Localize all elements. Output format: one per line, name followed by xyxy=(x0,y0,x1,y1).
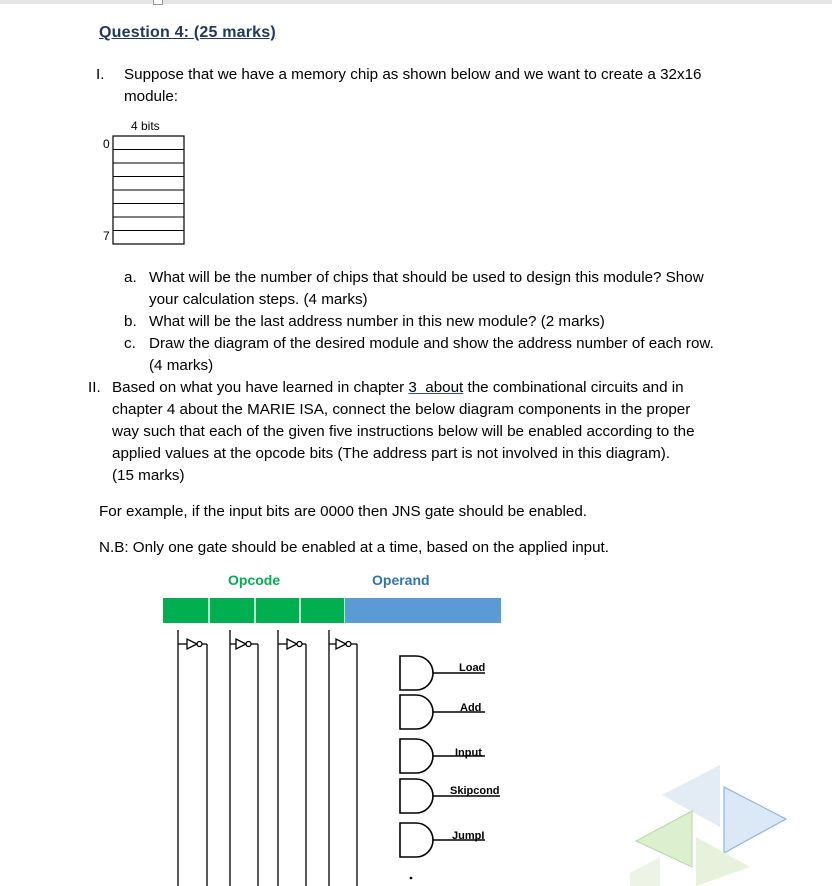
gate-label-load: Load xyxy=(459,662,486,674)
item-c-line1: Draw the diagram of the desired module and show the address number of each row. xyxy=(149,335,714,352)
chapter-link[interactable]: 3 about xyxy=(408,379,464,396)
gate-label-input: Input xyxy=(455,747,482,759)
inverter-1 xyxy=(187,639,197,649)
note-text: N.B: Only one gate should be enabled at a time, based on the applied input. xyxy=(99,539,609,556)
item-a-line1: What will be the number of chips that should be used to design this module? Show xyxy=(149,269,704,286)
chip-width-label: 4 bits xyxy=(131,119,160,133)
bit-lines xyxy=(178,630,357,886)
example-text: For example, if the input bits are 0000 then JNS gate should be enabled. xyxy=(99,503,588,520)
and-gate-add xyxy=(400,695,433,729)
item-b-line1: What will be the last address number in this new module? (2 marks) xyxy=(149,313,605,330)
opcode-bit-4 xyxy=(300,598,345,623)
part2-line3: way such that each of the given five instructions below will be enabled according to the xyxy=(112,423,695,440)
gate-label-skipcond: Skipcond xyxy=(450,785,500,797)
deco-triangle-green xyxy=(636,811,692,867)
part1-numeral: I. xyxy=(96,66,105,83)
deco-triangle-pale-green xyxy=(696,837,750,886)
chip-bottom-address: 7 xyxy=(103,229,110,243)
operand-label: Operand xyxy=(372,572,430,588)
part1-intro-line2: module: xyxy=(124,88,179,105)
deco-triangle-blue xyxy=(724,787,786,853)
item-b-letter: b. xyxy=(124,313,137,330)
and-gates xyxy=(400,656,500,857)
opcode-label: Opcode xyxy=(228,572,281,588)
question-title: Question 4: (25 marks) xyxy=(99,24,276,41)
inverter-3 xyxy=(287,639,297,649)
part2-line5: (15 marks) xyxy=(112,467,185,484)
and-gate-jumpi xyxy=(400,823,433,857)
part2-line1-before: Based on what you have learned in chapter xyxy=(112,379,409,396)
part2-line1 xyxy=(112,377,684,399)
part2-line4: applied values at the opcode bits (The address part is not involved in this diagram). xyxy=(112,445,671,462)
part2-line1-after: the combinational circuits and in xyxy=(463,379,684,396)
part1-intro-line1: Suppose that we have a memory chip as shown below and we want to create a 32x16 xyxy=(124,66,702,83)
and-gate-skipcond xyxy=(400,779,433,813)
bit-line-4 xyxy=(329,630,357,886)
gate-label-add: Add xyxy=(460,702,482,714)
chip-top-address: 0 xyxy=(103,137,110,151)
gate-label-jumpi: JumpI xyxy=(452,830,485,842)
opcode-bit-3 xyxy=(255,598,300,623)
part2-line2: chapter 4 about the MARIE ISA, connect the below diagram components in the proper xyxy=(112,401,691,418)
inverter-4 xyxy=(336,639,346,649)
item-a-line2: your calculation steps. (4 marks) xyxy=(149,291,368,308)
item-c-letter: c. xyxy=(124,335,136,352)
part2-numeral: II. xyxy=(88,379,101,396)
bit-line-3 xyxy=(278,630,306,886)
inverter-2 xyxy=(236,639,246,649)
and-gate-load xyxy=(400,656,433,690)
instruction-register-bar xyxy=(163,598,501,623)
opcode-bit-2 xyxy=(209,598,255,623)
item-c-line2: (4 marks) xyxy=(149,357,214,374)
item-a-letter: a. xyxy=(124,269,137,286)
opcode-bit-1 xyxy=(163,598,209,623)
operand-field xyxy=(345,598,501,623)
page-corner-mark xyxy=(153,0,163,5)
page-top-border xyxy=(0,0,832,4)
bit-line-2 xyxy=(230,630,258,886)
memory-chip-diagram xyxy=(112,135,186,247)
and-gate-input xyxy=(400,739,433,773)
deco-triangle-small xyxy=(630,857,660,886)
stray-dot xyxy=(410,877,413,880)
bit-line-1 xyxy=(178,630,207,886)
circuit-diagram xyxy=(160,596,520,886)
decorative-triangles xyxy=(600,755,832,886)
